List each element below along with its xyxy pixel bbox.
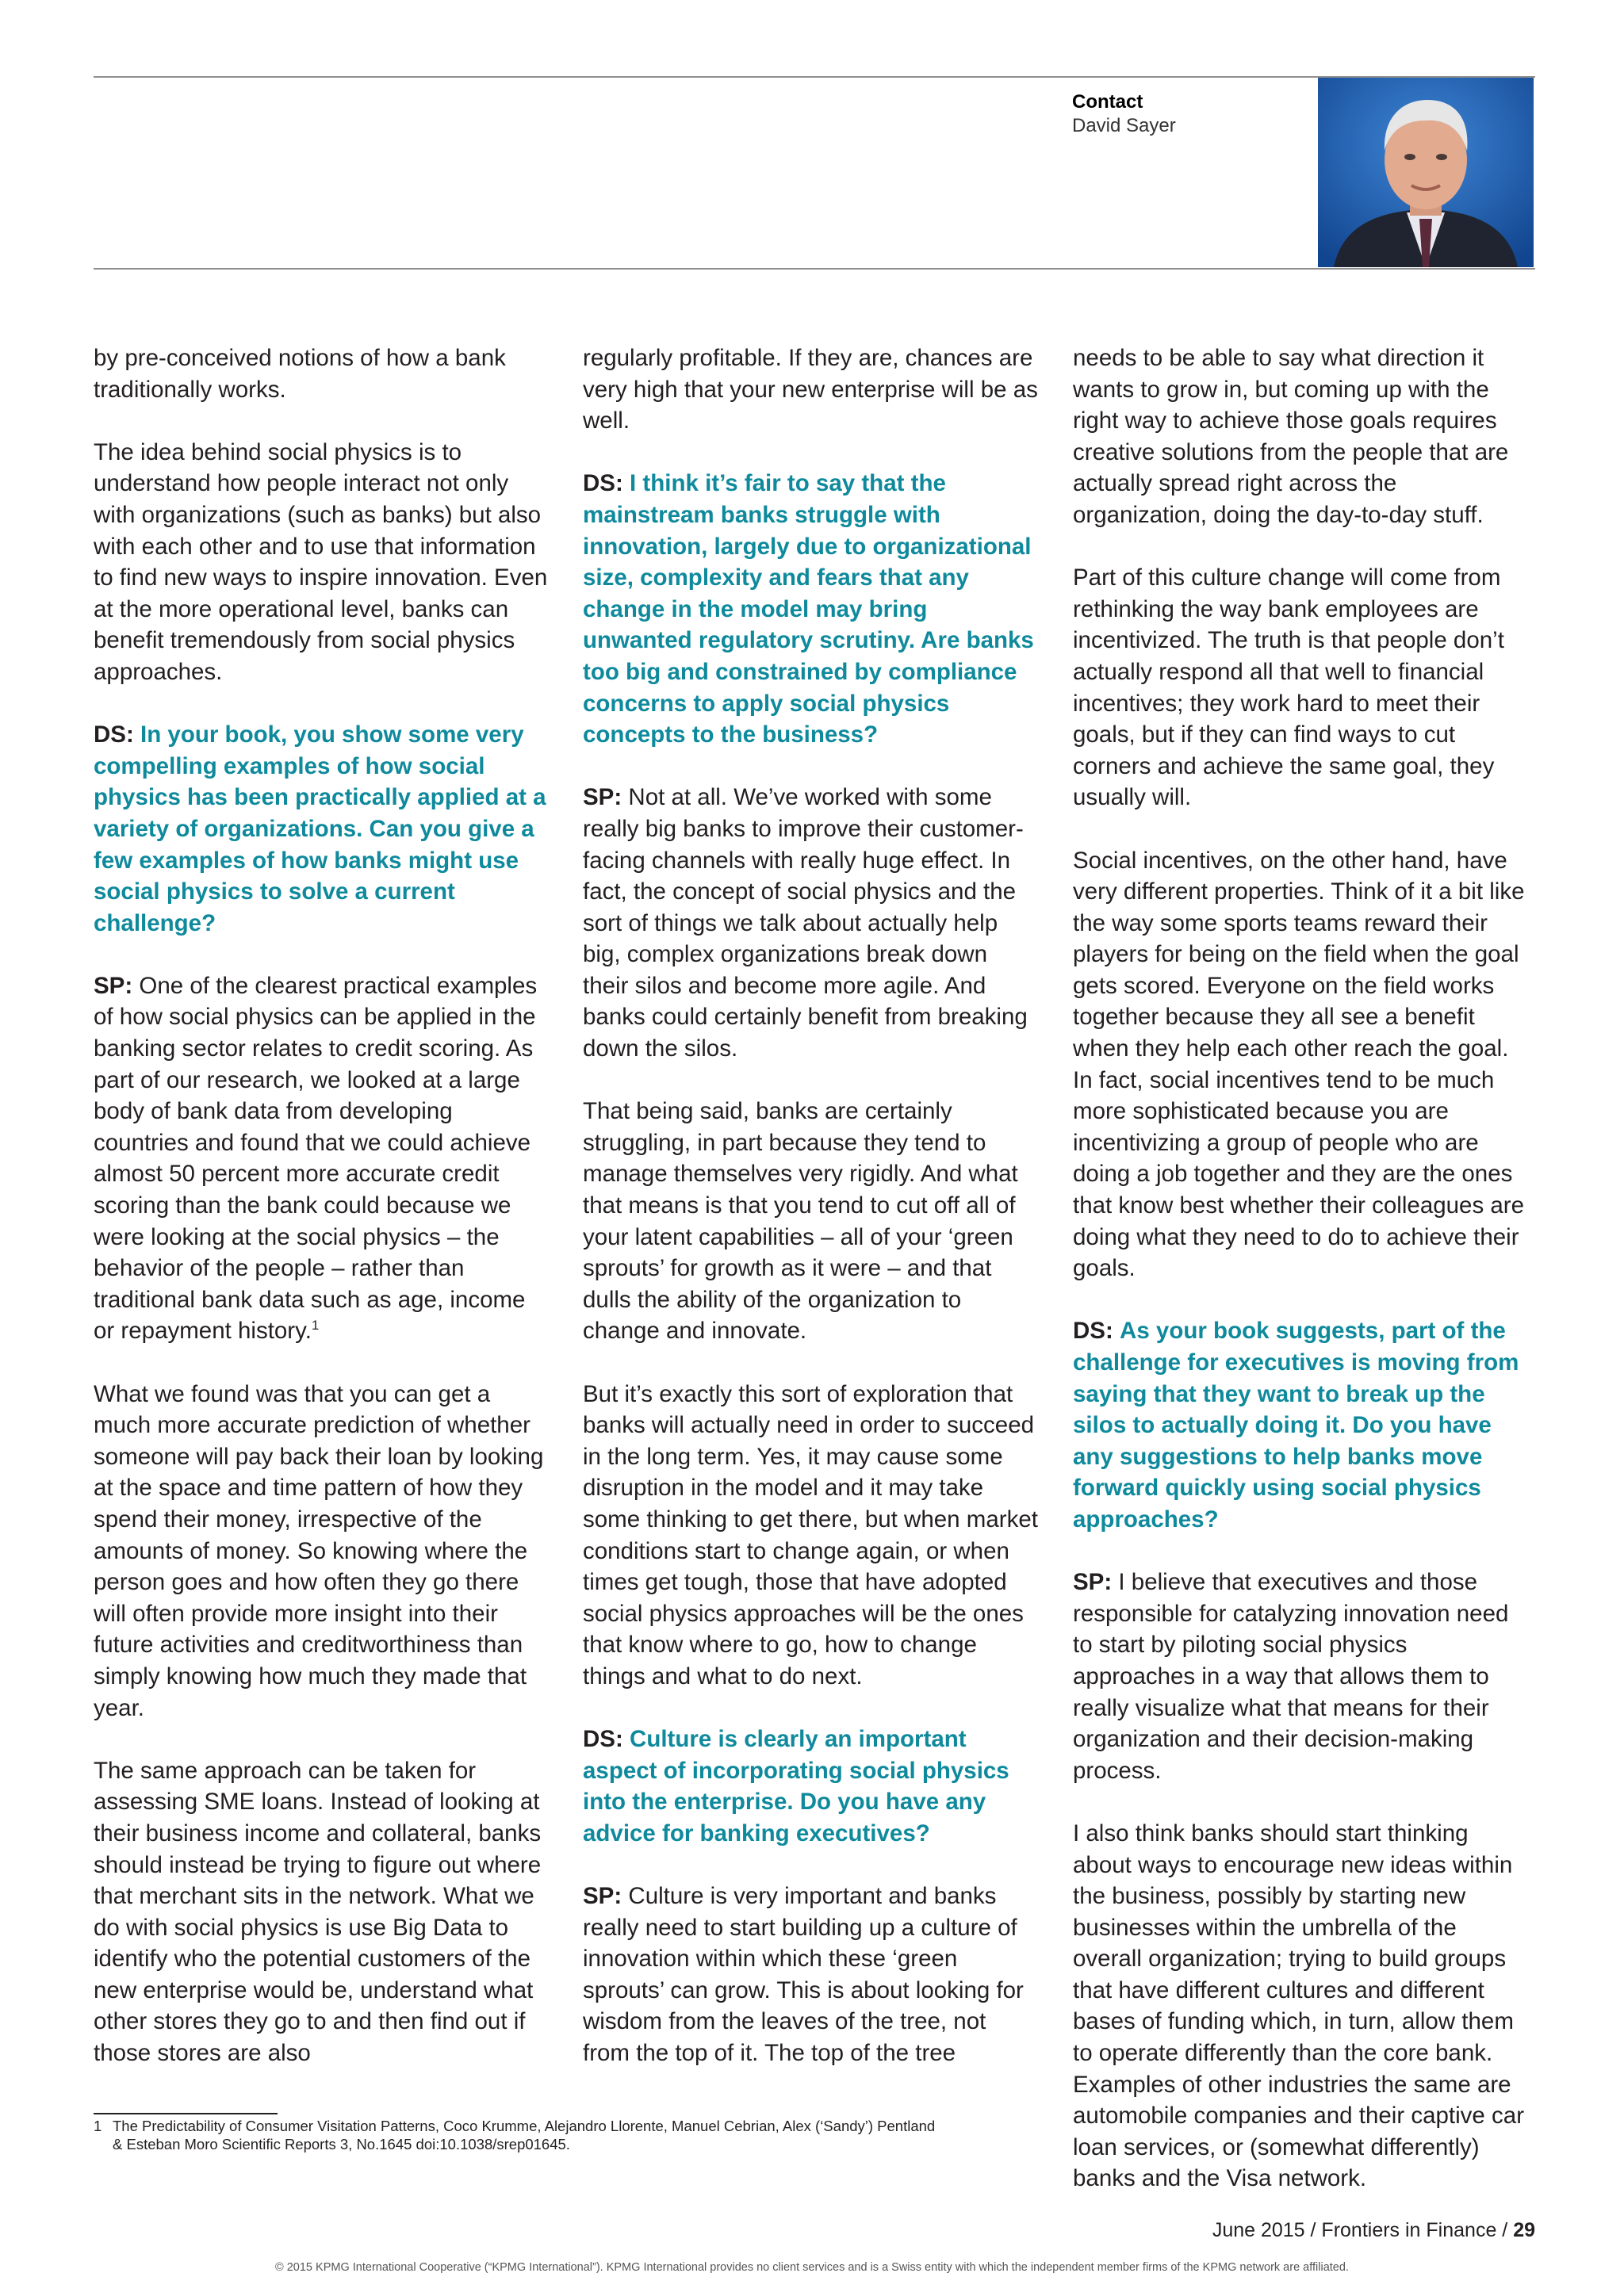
page-footer [1212,2219,1535,2242]
question-text: Culture is clearly an important aspect of incorporating social physics into the enterprise. Do you have any advice for banking executives? [583,1726,1009,1846]
answer-text: Culture is very important and banks really need to start building up a culture of innovation within which these ‘green sprouts’ can grow. This is about looking for wisdom from the leaves of the tree, not from the top of it. The top of the tree [583,1883,1024,2067]
column-1 [94,342,550,2100]
contact-label: Contact [1072,91,1143,113]
paragraph: Social incentives, on the other hand, have very different properties. Think of it a bit like the way some sports teams reward their players for being on the field when the goal gets scored. Everyone on the field works together because they all see a benefit when they help each other reach the goal. In fact, social incentives tend to be much more sophisticated because you are incentivizing a group of people who are doing a job together and they are the ones that know best whether their colleagues are doing what they need to do to achieve their goals. [1073,847,1525,1282]
speaker-label: DS: [1073,1318,1113,1345]
speaker-label: SP: [583,784,622,811]
footnote [94,2117,1045,2153]
page-number: 29 [1513,2219,1535,2241]
speaker-label: DS: [94,721,134,748]
answer-text: I believe that executives and those responsible for catalyzing innovation need to start by piloting social physics approaches in a way that allows them to really visualize what that means for their organization and their decision-making process. [1073,1569,1509,1784]
paragraph: What we found was that you can get a much more accurate prediction of whether someone will pay back their loan by looking at the space and time pattern of how they spend their money, irrespective of the amounts of money. So knowing where the person goes and how often they go there will often provide more insight into their future activities and creditworthiness than simply knowing how much they made that year. [94,1380,544,1721]
contact-portrait [1318,78,1534,267]
question-text: In your book, you show some very compelling examples of how social physics has been practically applied at a variety of organizations. Can you give a few examples of how banks might use social physics to solve a current challenge? [94,721,546,936]
interview-answer [583,1881,1039,2069]
interview-question [1073,1315,1529,1535]
paragraph: needs to be able to say what direction it wants to grow in, but coming up with the right way to achieve those goals requires creative solutions from the people that are actually spread right across the organization, doing the day-to-day stuff. [1073,345,1509,528]
footnote-rule [94,2113,278,2114]
publication-label: June 2015 / Frontiers in Finance / [1212,2219,1514,2241]
paragraph: regularly profitable. If they are, chances are very high that your new enterprise will be as well. [583,345,1038,434]
column-3 [1073,342,1529,2226]
speaker-label: SP: [1073,1569,1113,1596]
interview-answer [1073,1567,1529,1786]
question-text: I think it’s fair to say that the mainstream banks struggle with innovation, largely due to organizational size, complexity and fears that any change in the model may bring unwanted regulatory scrutiny. Are banks too big and constrained by compliance concerns to apply social physics concepts to the business? [583,470,1034,748]
answer-text: Not at all. We’ve worked with some really big banks to improve their customer-facing channels with really huge effect. In fact, the concept of social physics and the sort of things we talk about actually help big, complex organizations break down their silos and become more agile. And banks could certainly benefit from breaking down the silos. [583,784,1028,1062]
footnote-reference: 1 [311,1318,320,1334]
footnote-text-continued: & Esteban Moro Scientific Reports 3, No.1645 doi:10.1038/srep01645. [113,2136,570,2152]
interview-question [583,1724,1039,1849]
question-text: As your book suggests, part of the challenge for executives is moving from saying that they want to break up the silos to actually doing it. Do you have any suggestions to help banks move forward quickly using social physics approaches? [1073,1318,1519,1533]
paragraph: I also think banks should start thinking about ways to encourage new ideas within the business, possibly by starting new businesses within the umbrella of the overall organization; trying to build groups that have different cultures and different bases of funding which, in turn, allow them to operate differently than the core bank. Examples of other industries the same are automobile companies and their captive car loan services, or (somewhat differently) banks and the Visa network. [1073,1820,1525,2192]
column-2 [583,342,1039,2100]
interview-answer [94,970,550,1347]
interview-question [94,719,550,939]
answer-text: One of the clearest practical examples of how social physics can be applied in the banking sector relates to credit scoring. As part of our research, we looked at a large body of bank data from developing countries and found that we could achieve almost 50 percent more accurate credit scoring than the bank could because we were looking at the social physics – the behavior of the people – rather than traditional bank data such as age, income or repayment history. [94,972,538,1345]
copyright-notice: © 2015 KPMG International Cooperative (“KPMG International”). KPMG International provides no client services and is a Swiss entity with which the independent member firms of the KPMG network are affiliated. [275,2261,1349,2274]
paragraph: The idea behind social physics is to understand how people interact not only with organizations (such as banks) but also with each other and to use that information to find new ways to inspire innovation. Even at the more operational level, banks can benefit tremendously from social physics approaches. [94,438,548,685]
paragraph: But it’s exactly this sort of exploration that banks will actually need in order to succeed in the long term. Yes, it may cause some disruption in the model and it may take some thinking to get there, but when market conditions start to change again, or when times get tough, those that have adopted social physics approaches will be the ones that know where to go, how to change things and what to do next. [583,1380,1038,1689]
footnote-number: 1 [94,2118,102,2134]
paragraph: by pre-conceived notions of how a bank traditionally works. [94,345,506,403]
paragraph: The same approach can be taken for assessing SME loans. Instead of looking at their business income and collateral, banks should instead be trying to figure out where that merchant sits in the network. What we do with social physics is use Big Data to identify who the potential customers of the new enterprise would be, understand what other stores they go to and then find out if those stores are also [94,1757,542,2067]
paragraph: That being said, banks are certainly struggling, in part because they tend to manage themselves very rigidly. And what that means is that you tend to cut off all of your latent capabilities – all of your ‘green sprouts’ for growth as it were – and that dulls the ability of the organization to change and innovate. [583,1098,1018,1345]
contact-block [1072,90,1176,138]
header-bottom-rule [94,268,1535,270]
footnote-text: The Predictability of Consumer Visitation Patterns, Coco Krumme, Alejandro Llorente, Manuel Cebrian, Alex (‘Sandy’) Pentland [113,2118,936,2134]
speaker-label: DS: [583,470,623,497]
interview-answer [583,782,1039,1064]
speaker-label: SP: [94,972,133,999]
paragraph: Part of this culture change will come from rethinking the way bank employees are incentivized. The truth is that people don’t actually respond all that well to financial incentives; they work hard to meet their goals, but if they can find ways to cut corners and achieve the same goal, they usually will. [1073,564,1504,811]
speaker-label: SP: [583,1883,622,1910]
speaker-label: DS: [583,1726,623,1753]
interview-question [583,468,1039,750]
contact-name: David Sayer [1072,115,1176,136]
